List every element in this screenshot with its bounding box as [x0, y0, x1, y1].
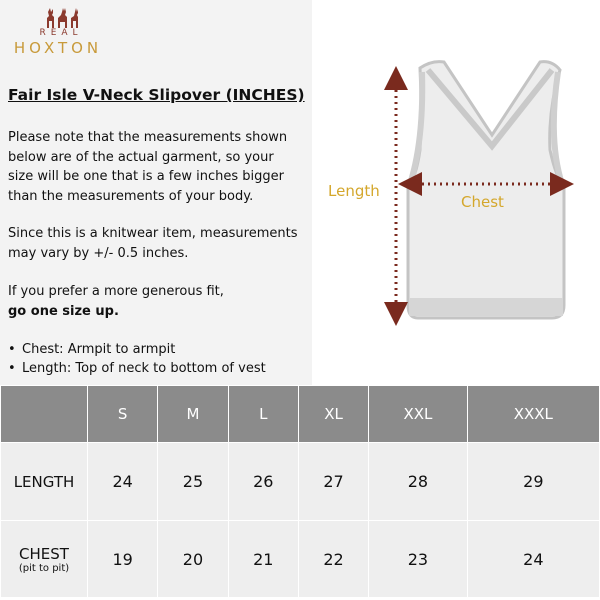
bullet-item — [8, 359, 266, 378]
note-line: If you prefer a more generous fit, — [8, 284, 224, 299]
size-header: M — [158, 386, 228, 443]
knitwear-note — [8, 224, 298, 263]
measurement-note — [8, 128, 287, 206]
size-header: XXXL — [467, 386, 599, 443]
vest-body-shape — [408, 62, 564, 318]
hem-rib-shape — [409, 298, 563, 316]
row-sublabel: (pit to pit) — [18, 562, 70, 574]
header-empty-cell — [1, 386, 88, 443]
brand-top-word: REAL — [39, 28, 83, 38]
note-line: below are of the actual garment, so your — [8, 149, 274, 165]
table-row — [1, 443, 600, 521]
table-cell: 19 — [88, 521, 158, 598]
armhole-rib-shape — [554, 72, 562, 184]
table-cell: 20 — [158, 521, 228, 598]
table-header-row — [1, 386, 600, 443]
size-header: S — [88, 386, 158, 443]
measurement-bullets — [8, 340, 266, 378]
note-line: Please note that the measurements shown — [8, 130, 288, 145]
row-label-cell — [1, 443, 88, 521]
table-cell: 23 — [369, 521, 467, 598]
size-header: XL — [298, 386, 368, 443]
deer-logo-icon — [44, 8, 80, 30]
size-header: L — [228, 386, 298, 443]
table-cell: 28 — [369, 443, 467, 521]
length-label: Length — [328, 182, 380, 200]
size-table — [0, 385, 600, 598]
note-line: may vary by +/- 0.5 inches. — [8, 245, 189, 261]
table-cell: 26 — [228, 443, 298, 521]
table-cell: 27 — [298, 443, 368, 521]
table-row — [1, 521, 600, 598]
table-cell: 24 — [467, 521, 599, 598]
table-cell: 24 — [88, 443, 158, 521]
bullet-text: Length: Top of neck to bottom of vest — [22, 361, 266, 376]
row-label-cell — [1, 521, 88, 598]
page-title: Fair Isle V-Neck Slipover (INCHES) — [8, 86, 305, 104]
brand-name: HOXTON — [13, 39, 103, 57]
table-cell: 29 — [467, 443, 599, 521]
row-label: LENGTH — [13, 473, 75, 491]
bullet-dot-icon: • — [8, 361, 16, 376]
table-cell: 21 — [228, 521, 298, 598]
bullet-item — [8, 340, 266, 359]
row-label: CHEST — [19, 544, 69, 563]
fit-note — [8, 282, 224, 321]
chest-label: Chest — [461, 193, 504, 211]
note-line: size will be one that is a few inches bigger — [8, 169, 284, 184]
note-line: than the measurements of your body. — [8, 188, 254, 204]
brand-logo — [8, 8, 108, 58]
size-up-advice: go one size up. — [8, 303, 119, 319]
size-header: XXL — [369, 386, 467, 443]
table-cell: 22 — [298, 521, 368, 598]
note-line: Since this is a knitwear item, measurements — [8, 226, 298, 241]
bullet-text: Chest: Armpit to armpit — [22, 342, 176, 357]
table-cell: 25 — [158, 443, 228, 521]
bullet-dot-icon: • — [8, 342, 16, 357]
